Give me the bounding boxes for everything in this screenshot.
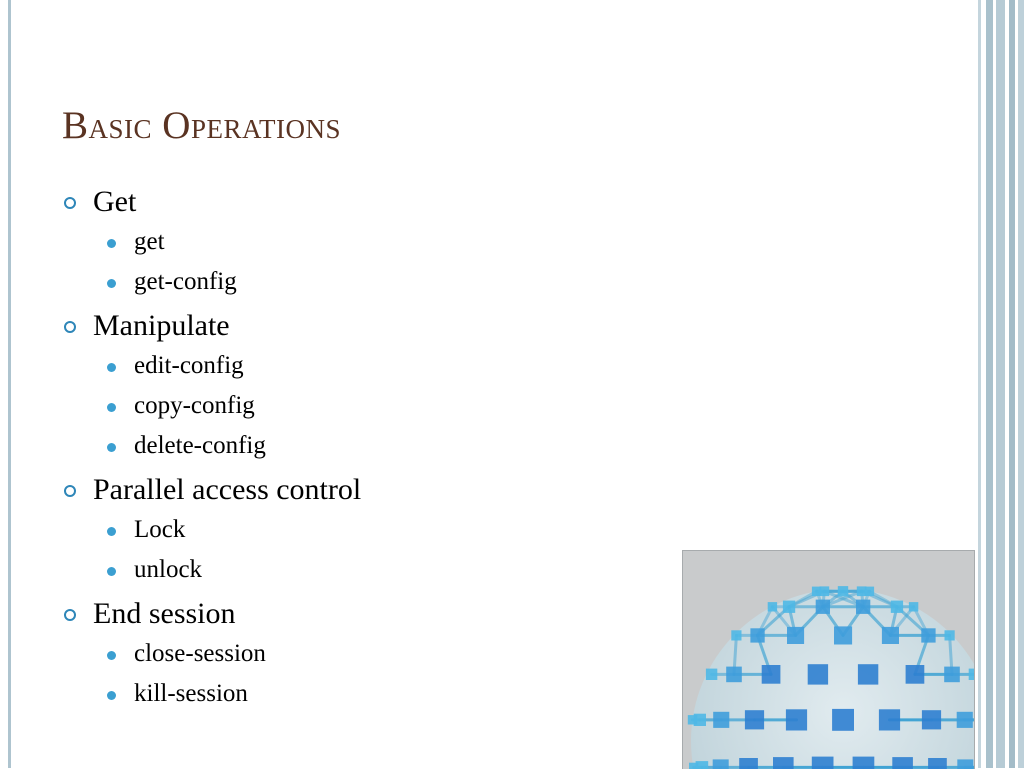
item-label: unlock — [134, 556, 203, 583]
section-label: Manipulate — [93, 309, 230, 342]
dot-bullet-icon — [107, 443, 116, 452]
sphere-tile — [906, 665, 925, 684]
list-item — [62, 346, 361, 386]
sphere-tile — [739, 758, 758, 769]
sphere-tile — [750, 628, 764, 642]
dot-bullet-icon — [107, 527, 116, 536]
bullet-list — [62, 182, 361, 714]
section-heading — [62, 594, 361, 634]
item-label: get — [134, 228, 165, 255]
sphere-tile — [762, 665, 781, 684]
sphere-tile — [922, 710, 941, 729]
item-label: close-session — [134, 640, 266, 667]
sphere-tile — [773, 757, 794, 769]
sphere-tile — [909, 602, 918, 611]
sphere-tile — [891, 601, 903, 613]
section-label: End session — [93, 597, 236, 630]
dot-bullet-icon — [107, 567, 116, 576]
list-item — [62, 510, 361, 550]
sphere-tile — [882, 627, 899, 644]
slide-border-left — [8, 0, 11, 768]
sphere-tile — [706, 669, 717, 680]
sphere-tile — [853, 757, 875, 769]
sphere-tile — [921, 628, 935, 642]
geodesic-sphere-image — [682, 550, 975, 769]
ring-bullet-icon — [64, 321, 76, 333]
sphere-tile — [768, 602, 777, 611]
sphere-tile — [816, 600, 830, 614]
section-heading — [62, 306, 361, 346]
dot-bullet-icon — [107, 239, 116, 248]
sphere-tile — [834, 626, 852, 644]
sphere-tile — [945, 630, 955, 640]
dot-bullet-icon — [107, 363, 116, 372]
item-label: edit-config — [134, 352, 244, 379]
sphere-tile — [879, 709, 900, 730]
dot-bullet-icon — [107, 279, 116, 288]
dot-bullet-icon — [107, 403, 116, 412]
sphere-tile — [745, 710, 764, 729]
sphere-tile — [786, 709, 807, 730]
item-label: delete-config — [134, 432, 266, 459]
section-label: Get — [93, 185, 137, 218]
item-label: kill-session — [134, 680, 248, 707]
sphere-tile — [838, 586, 848, 596]
list-item — [62, 262, 361, 302]
list-item — [62, 386, 361, 426]
sphere-tile — [694, 714, 706, 726]
sphere-tile — [731, 630, 741, 640]
sphere-tile — [858, 664, 878, 684]
ring-bullet-icon — [64, 485, 76, 497]
sphere-tile — [726, 667, 742, 683]
sphere-tile — [944, 667, 960, 683]
section-heading — [62, 182, 361, 222]
list-item — [62, 674, 361, 714]
geodesic-sphere-icon — [683, 551, 974, 769]
ring-bullet-icon — [64, 197, 76, 209]
ring-bullet-icon — [64, 609, 76, 621]
sphere-tile — [812, 757, 834, 769]
list-item — [62, 550, 361, 590]
item-label: copy-config — [134, 392, 255, 419]
sphere-tile — [713, 712, 729, 728]
sphere-tile — [957, 712, 973, 728]
dot-bullet-icon — [107, 691, 116, 700]
dot-bullet-icon — [107, 651, 116, 660]
item-label: get-config — [134, 268, 237, 295]
sphere-tile — [820, 586, 830, 596]
right-decorative-stripes — [978, 0, 1024, 768]
section-label: Parallel access control — [93, 473, 362, 506]
list-item — [62, 634, 361, 674]
list-item — [62, 426, 361, 466]
sphere-tile — [783, 601, 795, 613]
sphere-tile — [787, 627, 804, 644]
sphere-tile — [892, 757, 913, 769]
section-heading — [62, 470, 361, 510]
sphere-tile — [969, 669, 974, 680]
sphere-tile — [928, 758, 947, 769]
slide-title: Basic Operations — [62, 104, 341, 147]
item-label: Lock — [134, 516, 186, 543]
sphere-tile — [808, 664, 828, 684]
sphere-tile — [832, 709, 854, 731]
sphere-tile — [856, 600, 870, 614]
sphere-tile — [865, 587, 874, 596]
list-item — [62, 222, 361, 262]
